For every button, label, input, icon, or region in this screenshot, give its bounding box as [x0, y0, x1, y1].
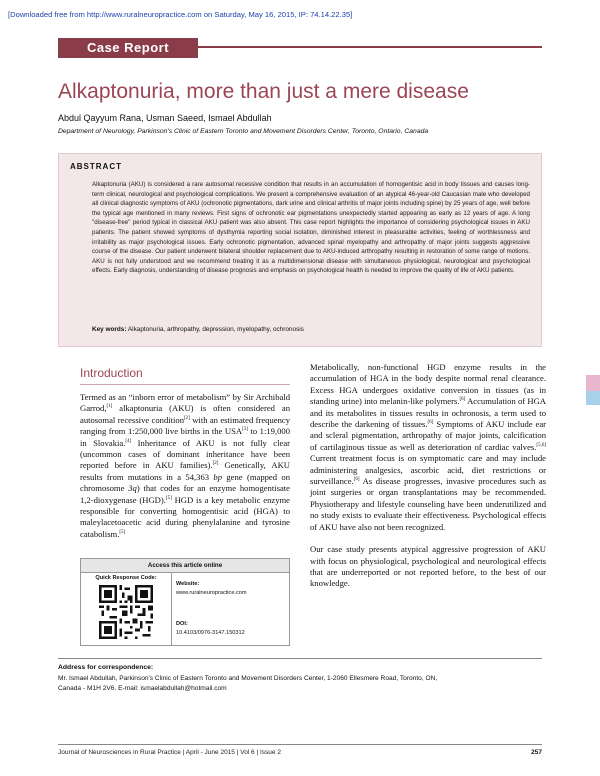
side-tab-marker — [586, 375, 600, 391]
access-divider — [171, 572, 172, 645]
doi-label: DOI: — [176, 621, 188, 627]
website-label: Website: — [176, 581, 200, 587]
citation[interactable]: [2] — [184, 415, 190, 421]
footer-rule — [58, 744, 542, 745]
section-label-rule — [198, 46, 542, 48]
doi-link[interactable]: 10.4103/0976-3147.150312 — [176, 630, 245, 636]
citation[interactable]: [6] — [459, 397, 466, 403]
abstract-heading: ABSTRACT — [70, 162, 122, 171]
website-link[interactable]: www.ruralneuropractice.com — [176, 590, 247, 596]
intro-left-column: Termed as an “inborn error of metabolism” by Sir Archibald Garrod,[1] alkaptonuria (AKU) is often considered an autosomal recessive condition[2] with an estimated frequency ranging from 1:250,000 live births in the USA[3] to 1:19,000 in Slovakia.[4] Inheritance of AKU is not fully clear (uncommon cases of dominant inheritance have been reported before in AKU families).[2] Genetically, AKU results from mutations in a 54,363 bp gene (mapped on chromosome 3q) that codes for an enzyme homogentisate 1,2-dioxygenase (HGD).[5] HGD is a key metabolic enzyme responsible for converting homogentisic acid (HGA) to maleylacetoacetic acid during phenylalanine and tyrosine catabolism.[5] — [80, 392, 291, 539]
side-tab-marker — [586, 391, 600, 405]
journal-footer: Journal of Neurosciences in Rural Practice | April - June 2015 | Vol 6 | Issue 2 — [58, 749, 281, 756]
citation[interactable]: [4] — [125, 438, 132, 444]
abstract-text: Alkaptonuria (AKU) is considered a rare autosomal recessive condition that results in an accumulation of homogentisic acid in body tissues and causes long-term clinical, neurological and psychological complications. We present a comprehensive evaluation of an atypical 46-year-old Caucasian male who developed all clinical diagnostic symptoms of AKU (ochronotic pigmentations, dark urine and clinical arthritis of major joints including spine) by 25 years of age, well before the typical age mentioned in many reviews. First signs of ochronotic ear pigmentations unexpectedly started appearing as early as 12 years of age. A long "disease-free" period typical in classical AKU patient was also absent. This case report highlights the importance of considering psychological issues in AKU patients. The patient showed symptoms of dysthymia reporting social isolation, diminished interest in pleasurable activities, feeling of worthlessness and irritability as major psychological issues. Early ochronotic pigmentation, advanced spinal myelopathy and arthropathy of major joints suggests aggressive course of the disease. Our patient underwent bilateral shoulder replacement due to AKU-induced arthropathy resulting in restoration of some range of motions. AKU is not fully understood and we recommend treating it as a multidimensional disease with simultaneous physiological, neurological and psychological effects. Early diagnosis, understanding of disease prognosis and emphasis on psychological health is needed to improve the quality of life of AKU patients. — [92, 181, 530, 275]
citation[interactable]: [1] — [106, 404, 113, 410]
keywords-list: Alkaptonuria, arthropathy, depression, myelopathy, ochronosis — [127, 326, 304, 333]
citation[interactable]: [2] — [212, 461, 219, 467]
correspondence-heading: Address for correspondence: — [58, 664, 154, 671]
article-title: Alkaptonuria, more than just a mere disease — [58, 80, 469, 103]
affiliation: Department of Neurology, Parkinson's Clinic of Eastern Toronto and Movement Disorders Center, Toronto, Ontario, Canada — [58, 128, 429, 135]
download-banner: [Downloaded free from http://www.ruralneuropractice.com on Saturday, May 16, 2015, IP: 74.14.22.35] — [8, 10, 353, 19]
citation[interactable]: [3] — [242, 427, 248, 433]
introduction-rule — [80, 384, 290, 385]
access-heading: Access this article online — [81, 559, 289, 573]
correspondence-rule — [58, 658, 542, 659]
intro-paragraph: Our case study presents atypical aggressive progression of AKU with focus on physiological, psychological and neurological effects that are underreported or not reported before, to the best of our knowledge. — [310, 544, 546, 589]
correspondence-line: Canada - M1H 2V6. E-mail: ismaelabdullah@hotmail.com — [58, 685, 227, 692]
access-online-box — [80, 558, 290, 646]
authors: Abdul Qayyum Rana, Usman Saeed, Ismael Abdullah — [58, 113, 272, 123]
introduction-heading: Introduction — [80, 366, 143, 380]
intro-right-column — [310, 362, 546, 601]
correspondence-line: Mr. Ismael Abdullah, Parkinson's Clinic of Eastern Toronto and Movement Disorders Center, 1-2060 Ellesmere Road, Toronto, ON, — [58, 675, 438, 682]
keywords-label: Key words: — [92, 326, 127, 333]
intro-paragraph: Metabolically, non-functional HGD enzyme results in the accumulation of HGA in the body despite normal renal clearance. Excess HGA undergoes oxidative conversion in tissues (as in standing urine) into melanin-like polymers.[6] Accumulation of HGA and its metabolites in tissues results in ochronosis, a term used to describe the darkening of tissues.[6] Symptoms of AKU include ear and scleral pigmentation, arthropathy of major joints, calcification of cartilaginous tissue as well as deterioration of cardiac valves.[5,6] Current treatment focus is on symptomatic care and may include administering analgesics, ascorbic acid, diet restrictions or surveillance.[6] As disease progresses, invasive procedures such as joint surgeries or organ transplantations may be recommended. Physiotherapy and lifestyle counseling have been underutilized and no study exists to evaluate their effectiveness. Psychological effects of AKU have also not been recognized. — [310, 362, 546, 532]
correspondence-address — [58, 674, 542, 694]
section-label: Case Report — [58, 38, 198, 58]
keywords — [92, 326, 530, 333]
citation[interactable]: [5] — [119, 530, 126, 536]
citation[interactable]: [6] — [353, 477, 360, 483]
qr-code-icon[interactable] — [99, 585, 153, 639]
qr-label: Quick Response Code: — [95, 575, 157, 581]
citation[interactable]: [5,6] — [536, 442, 546, 448]
citation[interactable]: [6] — [427, 420, 434, 426]
page-number: 257 — [531, 749, 542, 756]
citation[interactable]: [5] — [165, 495, 172, 501]
